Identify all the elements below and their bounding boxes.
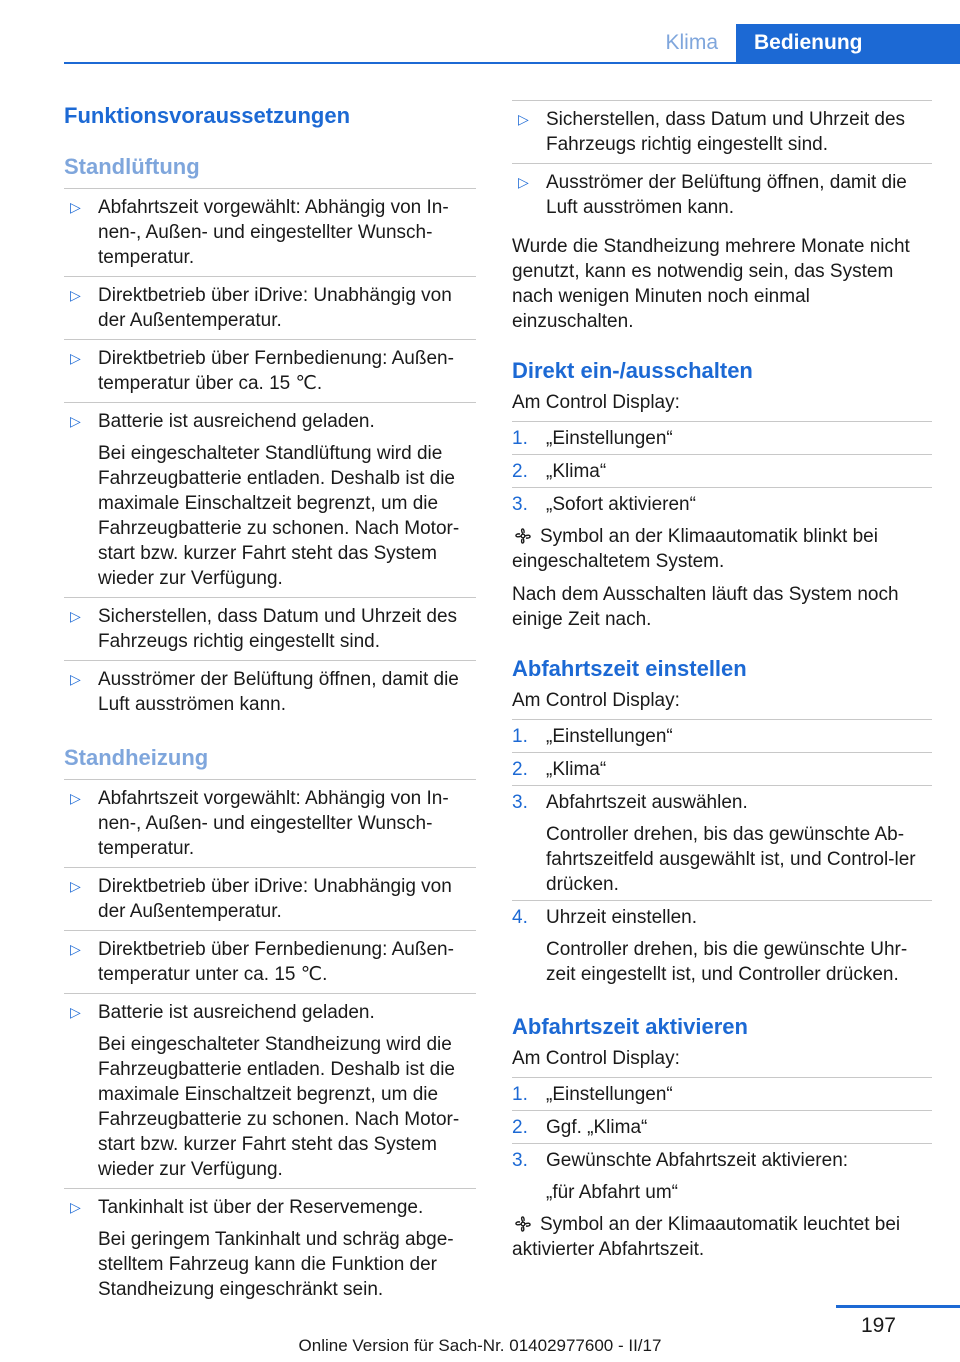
list-standlueftung <box>64 188 476 723</box>
triangle-bullet-icon: ▷ <box>70 350 81 366</box>
subsection-standlueftung: Standlüftung <box>64 154 200 179</box>
section-title: Funktionsvoraussetzungen <box>64 103 351 128</box>
triangle-bullet-icon: ▷ <box>518 111 529 127</box>
step-text: Gewünschte Abfahrtszeit aktivieren: <box>546 1150 849 1171</box>
step-text: „Einstellungen“ <box>546 428 673 449</box>
step-item <box>512 454 932 487</box>
step-item <box>512 1143 932 1208</box>
list-item-text: Tankinhalt ist über der Reservemenge. <box>98 1197 424 1218</box>
step-detail: Controller drehen, bis die gewünschte Uhr-zeit eingestellt ist, und Controller drücken. <box>546 939 908 985</box>
triangle-bullet-icon: ▷ <box>70 199 81 215</box>
list-item <box>64 779 476 867</box>
step-text: „Sofort aktivieren“ <box>546 494 696 515</box>
list-item <box>64 402 476 597</box>
paragraph: Wurde die Standheizung mehrere Monate nicht genutzt, kann es notwendig sein, das System nach wenigen Minuten noch einmal einzuschalten. <box>512 236 910 332</box>
intro-text: Am Control Display: <box>512 690 680 711</box>
list-item <box>64 867 476 930</box>
list-item-text: Ausströmer der Belüftung öffnen, damit die Luft ausströmen kann. <box>98 669 459 715</box>
steps-direkt <box>512 421 932 520</box>
step-item <box>512 1077 932 1110</box>
footer-text: Online Version für Sach-Nr. 01402977600 - II/17 <box>298 1336 662 1355</box>
list-item <box>64 339 476 402</box>
subsection-standheizung: Standheizung <box>64 745 209 770</box>
triangle-bullet-icon: ▷ <box>70 1199 81 1215</box>
list-item-text: Direktbetrieb über Fernbedienung: Außen-temperatur unter ca. 15 ℃. <box>98 939 454 985</box>
step-number: 2. <box>512 461 528 482</box>
triangle-bullet-icon: ▷ <box>70 413 81 429</box>
triangle-bullet-icon: ▷ <box>70 878 81 894</box>
step-item <box>512 421 932 454</box>
step-number: 3. <box>512 792 528 813</box>
step-item <box>512 719 932 752</box>
list-item-text: Batterie ist ausreichend geladen. <box>98 1002 375 1023</box>
list-item <box>64 660 476 723</box>
step-text: „Klima“ <box>546 461 607 482</box>
heading-aktivieren: Abfahrtszeit aktivieren <box>512 1014 748 1039</box>
tab-klima[interactable]: Klima <box>665 31 718 54</box>
list-item <box>64 188 476 276</box>
step-text: „Klima“ <box>546 759 607 780</box>
list-item-text: Direktbetrieb über Fernbedienung: Außen-temperatur über ca. 15 ℃. <box>98 348 454 394</box>
step-item <box>512 1110 932 1143</box>
step-text: „Einstellungen“ <box>546 726 673 747</box>
list-item-detail: Bei eingeschalteter Standlüftung wird die Fahrzeugbatterie entladen. Deshalb ist die maximale Einschaltzeit begrenzt, um die Fahrzeugbatterie zu schonen. Nach Motor-start bzw. kurzer Fahrt steht das System wieder zur Verfügung. <box>98 443 460 589</box>
triangle-bullet-icon: ▷ <box>70 671 81 687</box>
step-number: 1. <box>512 726 528 747</box>
steps-einstellen <box>512 719 932 990</box>
list-item <box>64 930 476 993</box>
triangle-bullet-icon: ▷ <box>70 790 81 806</box>
step-detail: Controller drehen, bis das gewünschte Ab-fahrtszeitfeld ausgewählt ist, und Control-ler drücken. <box>546 824 916 895</box>
step-item <box>512 487 932 520</box>
page-number: 197 <box>860 1314 896 1337</box>
step-number: 3. <box>512 1150 528 1171</box>
step-item <box>512 785 932 900</box>
icon-note <box>512 1212 932 1262</box>
triangle-bullet-icon: ▷ <box>70 1004 81 1020</box>
right-column <box>512 100 932 1262</box>
page-header <box>64 24 960 64</box>
list-item <box>512 163 932 226</box>
intro-text: Am Control Display: <box>512 392 680 413</box>
triangle-bullet-icon: ▷ <box>70 608 81 624</box>
tab-bedienung[interactable]: Bedienung <box>736 24 960 62</box>
step-item <box>512 752 932 785</box>
steps-aktivieren <box>512 1077 932 1208</box>
step-number: 1. <box>512 1084 528 1105</box>
step-number: 3. <box>512 494 528 515</box>
step-number: 4. <box>512 907 528 928</box>
list-item <box>64 597 476 660</box>
list-item-detail: Bei eingeschalteter Standheizung wird die Fahrzeugbatterie entladen. Deshalb ist die maximale Einschaltzeit begrenzt, um die Fahrzeugbatterie zu schonen. Nach Motor-start bzw. kurzer Fahrt steht das System wieder zur Verfügung. <box>98 1034 460 1180</box>
step-text: „Einstellungen“ <box>546 1084 673 1105</box>
icon-note-text: Symbol an der Klimaautomatik leuchtet bei aktivierter Abfahrtszeit. <box>512 1214 901 1260</box>
list-item <box>512 100 932 163</box>
list-item <box>64 1188 476 1308</box>
triangle-bullet-icon: ▷ <box>70 941 81 957</box>
list-item-text: Abfahrtszeit vorgewählt: Abhängig von In-nen-, Außen- und eingestellter Wunsch-temperatur. <box>98 197 449 268</box>
paragraph: Nach dem Ausschalten läuft das System noch einige Zeit nach. <box>512 584 899 630</box>
step-detail: „für Abfahrt um“ <box>546 1182 678 1203</box>
list-item-text: Direktbetrieb über iDrive: Unabhängig von der Außentemperatur. <box>98 876 452 922</box>
list-item-text: Sicherstellen, dass Datum und Uhrzeit des Fahrzeugs richtig eingestellt sind. <box>98 606 458 652</box>
list-standheizung <box>64 779 476 1308</box>
list-item-text: Direktbetrieb über iDrive: Unabhängig von der Außentemperatur. <box>98 285 452 331</box>
footer-rule <box>836 1305 960 1308</box>
step-text: Uhrzeit einstellen. <box>546 907 698 928</box>
triangle-bullet-icon: ▷ <box>518 174 529 190</box>
list-item-text: Abfahrtszeit vorgewählt: Abhängig von In-nen-, Außen- und eingestellter Wunsch-temperatur. <box>98 788 449 859</box>
icon-note <box>512 524 932 574</box>
fan-icon <box>512 1214 534 1234</box>
list-item-text: Ausströmer der Belüftung öffnen, damit die Luft ausströmen kann. <box>546 172 907 218</box>
step-text: Ggf. „Klima“ <box>546 1117 648 1138</box>
step-item <box>512 900 932 990</box>
step-text: Abfahrtszeit auswählen. <box>546 792 748 813</box>
list-item <box>64 993 476 1188</box>
heading-einstellen: Abfahrtszeit einstellen <box>512 656 747 681</box>
heading-direkt: Direkt ein-/ausschalten <box>512 358 753 383</box>
list-top <box>512 100 932 226</box>
left-column <box>64 100 476 1308</box>
list-item-detail: Bei geringem Tankinhalt und schräg abge-stelltem Fahrzeug kann die Funktion der Standheizung eingeschränkt sein. <box>98 1229 454 1300</box>
intro-text: Am Control Display: <box>512 1048 680 1069</box>
icon-note-text: Symbol an der Klimaautomatik blinkt bei eingeschaltetem System. <box>512 526 878 572</box>
list-item-text: Batterie ist ausreichend geladen. <box>98 411 375 432</box>
step-number: 2. <box>512 759 528 780</box>
list-item <box>64 276 476 339</box>
triangle-bullet-icon: ▷ <box>70 287 81 303</box>
step-number: 1. <box>512 428 528 449</box>
fan-icon <box>512 526 534 546</box>
step-number: 2. <box>512 1117 528 1138</box>
list-item-text: Sicherstellen, dass Datum und Uhrzeit des Fahrzeugs richtig eingestellt sind. <box>546 109 906 155</box>
